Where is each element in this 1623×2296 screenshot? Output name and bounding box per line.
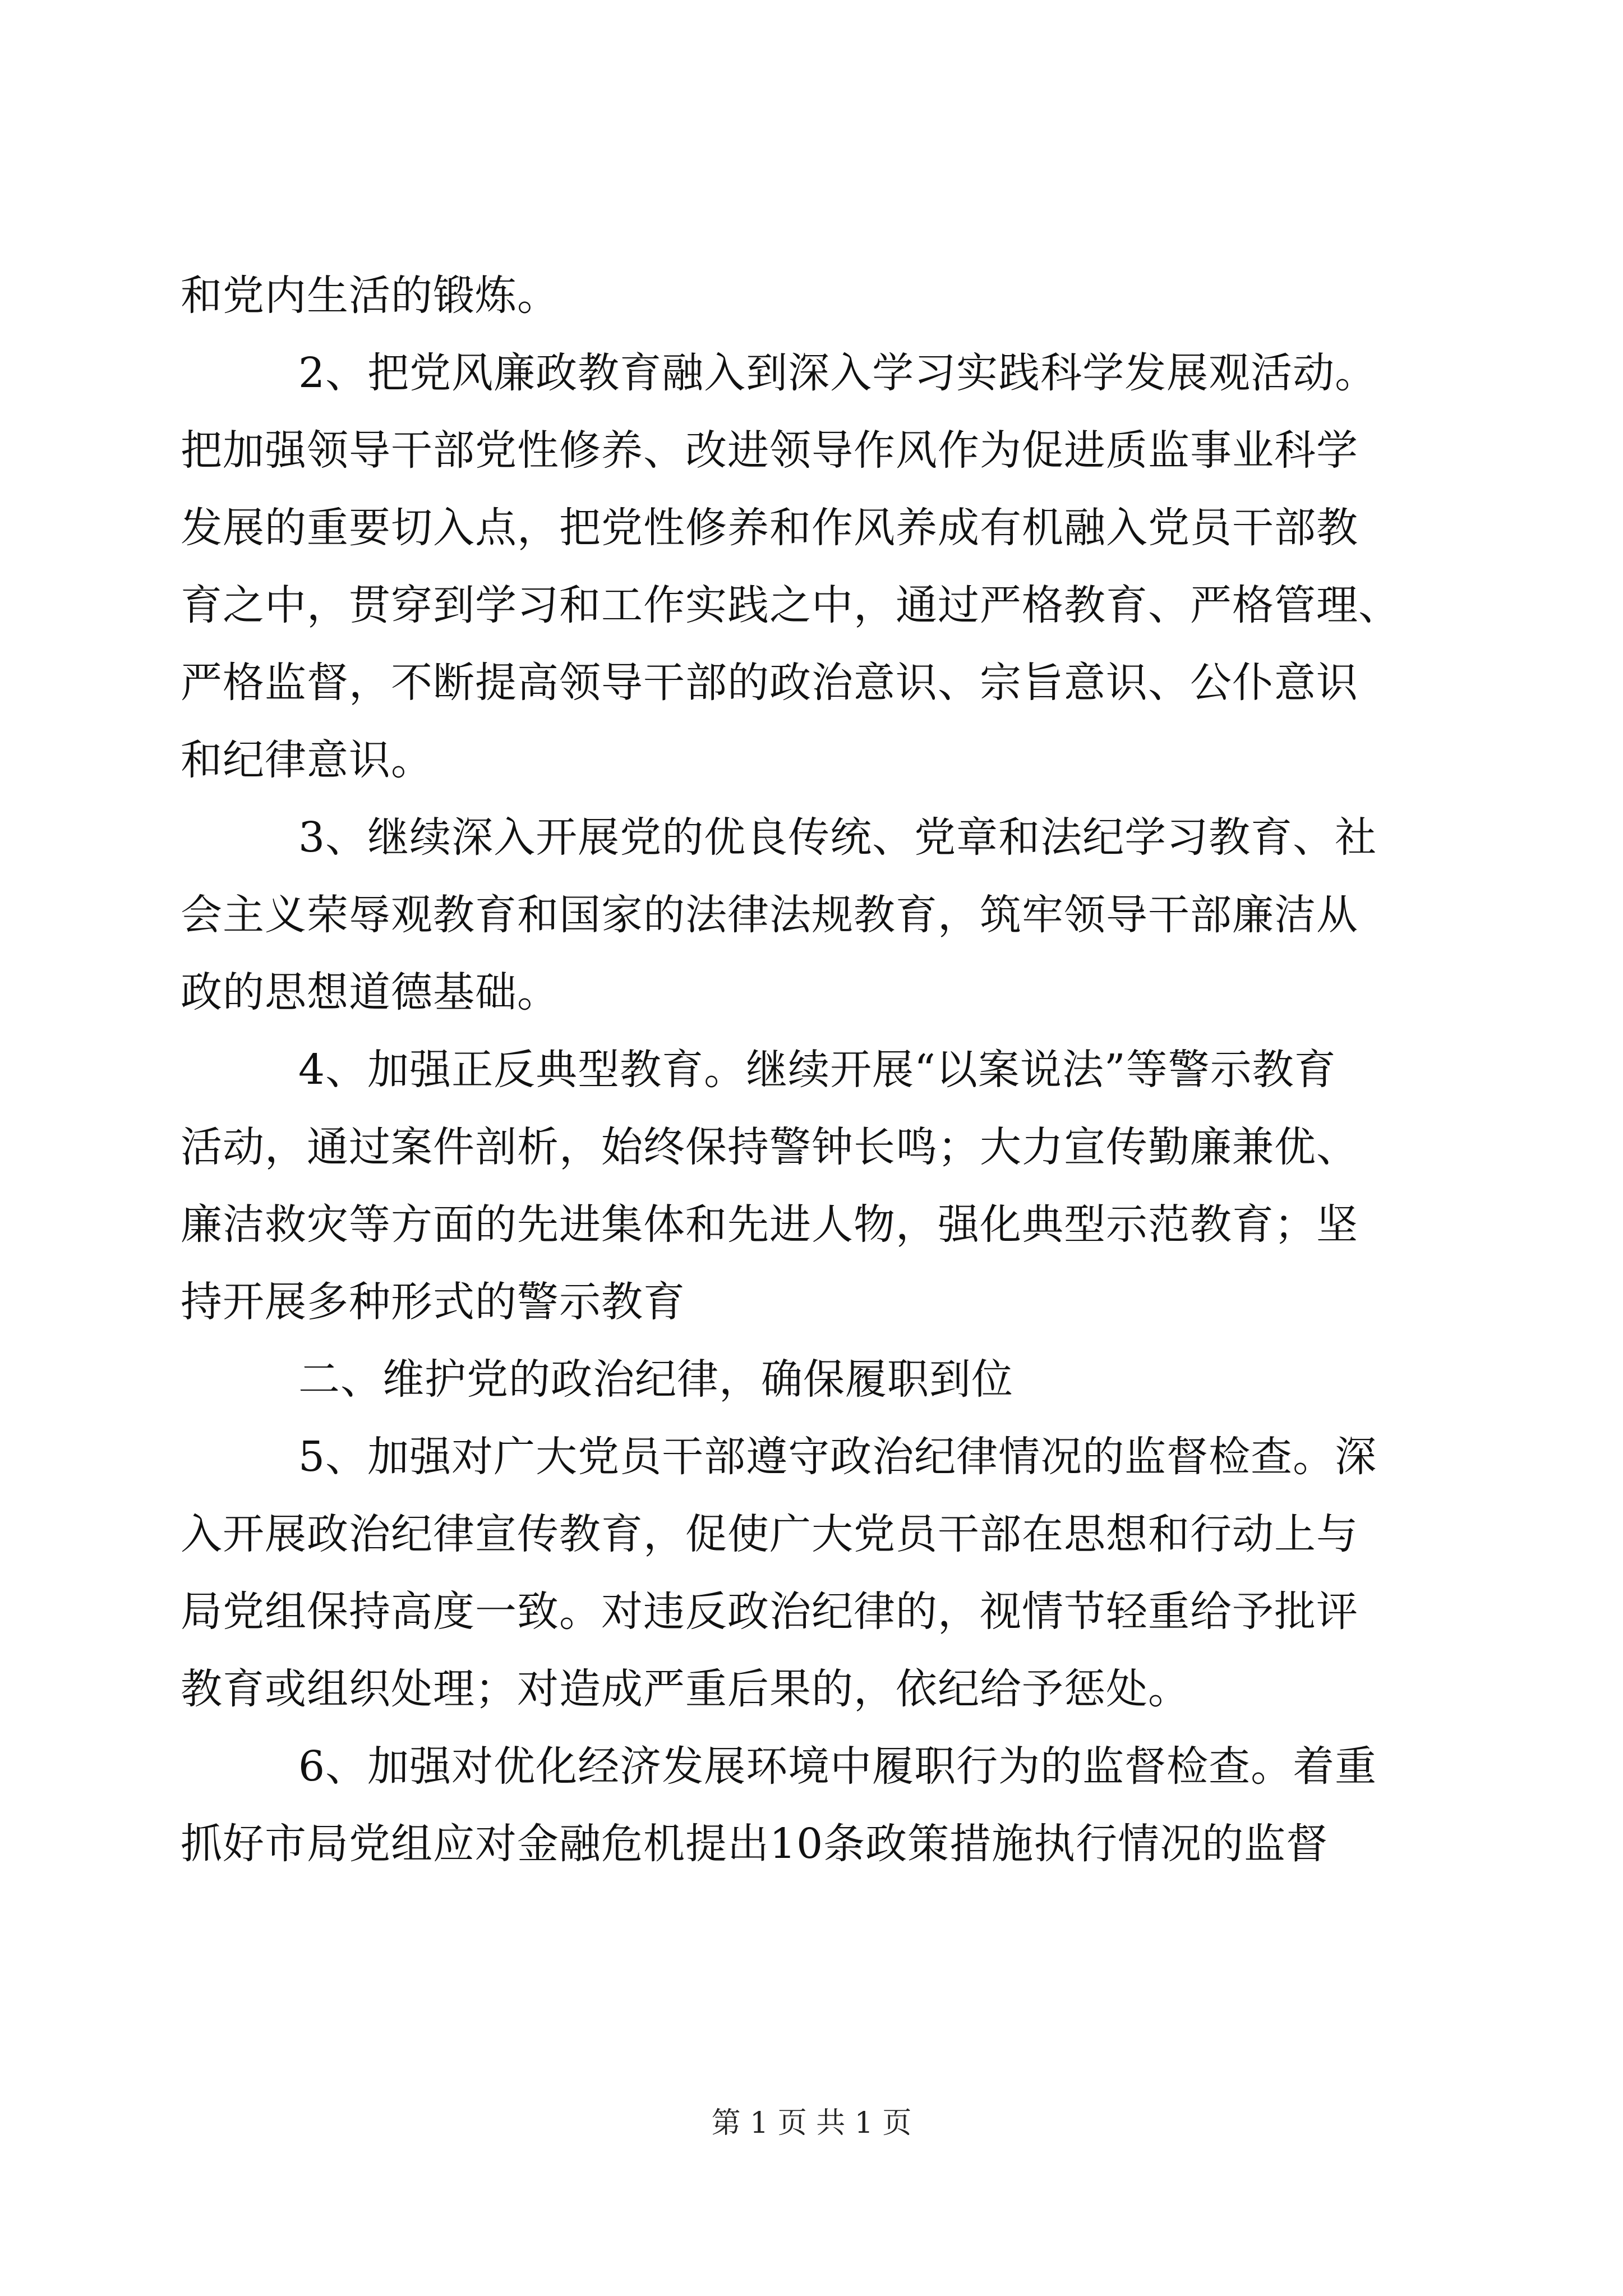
text-line: 持开展多种形式的警示教育 — [181, 1278, 685, 1326]
text-line: 廉洁救灾等方面的先进集体和先进人物，强化典型示范教育；坚 — [181, 1200, 1358, 1249]
text-line: 和党内生活的锻炼。 — [181, 272, 559, 320]
text-line: 把加强领导干部党性修养、改进领导作风作为促进质监事业科学 — [181, 426, 1358, 475]
text-line: 和纪律意识。 — [181, 736, 433, 784]
text-line: 严格监督，不断提高领导干部的政治意识、宗旨意识、公仆意识 — [181, 659, 1358, 707]
text-line: 育之中，贯穿到学习和工作实践之中，通过严格教育、严格管理、 — [181, 581, 1400, 629]
section-heading: 二、维护党的政治纪律，确保履职到位 — [298, 1355, 1013, 1404]
text-line: 活动，通过案件剖析，始终保持警钟长鸣；大力宣传勤廉兼优、 — [181, 1123, 1358, 1171]
text-line: 入开展政治纪律宣传教育，促使广大党员干部在思想和行动上与 — [181, 1510, 1358, 1558]
text-line: 教育或组织处理；对造成严重后果的，依纪给予惩处。 — [181, 1665, 1190, 1713]
text-line: 抓好市局党组应对金融危机提出10条政策措施执行情况的监督 — [181, 1820, 1329, 1868]
text-line: 政的思想道德基础。 — [181, 968, 559, 1016]
text-line: 6、加强对优化经济发展环境中履职行为的监督检查。着重 — [298, 1742, 1377, 1791]
text-line: 发展的重要切入点，把党性修养和作风养成有机融入党员干部教 — [181, 504, 1358, 552]
document-body — [181, 257, 1437, 1883]
text-line: 3、继续深入开展党的优良传统、党章和法纪学习教育、社 — [298, 813, 1377, 862]
text-line: 会主义荣辱观教育和国家的法律法规教育，筑牢领导干部廉洁从 — [181, 891, 1358, 939]
text-line: 局党组保持高度一致。对违反政治纪律的，视情节轻重给予批评 — [181, 1588, 1358, 1636]
text-line: 5、加强对广大党员干部遵守政治纪律情况的监督检查。深 — [298, 1433, 1377, 1481]
page-number-footer: 第 1 页 共 1 页 — [711, 2106, 912, 2140]
text-line: 2、把党风廉政教育融入到深入学习实践科学发展观活动。 — [298, 349, 1377, 397]
text-line: 4、加强正反典型教育。继续开展“以案说法”等警示教育 — [298, 1046, 1336, 1094]
